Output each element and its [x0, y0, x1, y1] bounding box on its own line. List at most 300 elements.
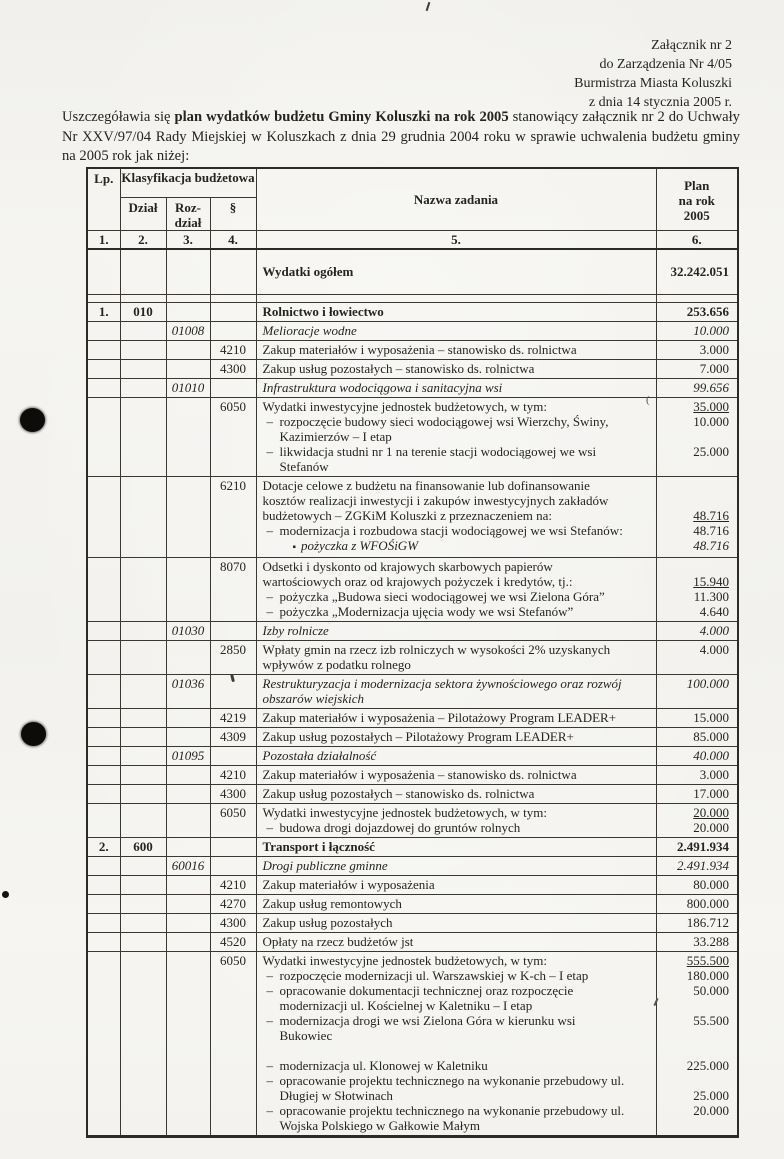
plan-value: 15.940 — [693, 573, 729, 589]
cell-rozdzial — [166, 476, 210, 557]
budget-row — [87, 249, 738, 294]
cell-dzial — [120, 803, 166, 837]
plan-value: 50.000 — [693, 982, 729, 998]
budget-row — [87, 894, 738, 913]
plan-value: 10.000 — [693, 322, 729, 338]
cell-rozdzial — [166, 708, 210, 727]
cell-plan-amount — [656, 951, 738, 1136]
task-line: Wojska Polskiego w Gałkowie Małym — [279, 1117, 480, 1133]
task-line: wpływów z podatku rolnego — [262, 656, 411, 672]
task-line: Zakup usług pozostałych – stanowisko ds. rolnictwa — [262, 360, 535, 376]
header-rozdzial-line: Roz- — [175, 199, 201, 215]
punch-hole — [20, 408, 45, 432]
task-line: – pożyczka „Modernizacja ujęcia wody we wsi Stefanów” — [263, 604, 652, 619]
plan-value: 3.000 — [699, 766, 729, 782]
budget-row — [87, 746, 738, 765]
cell-rozdzial — [166, 727, 210, 746]
cell-plan-amount — [656, 340, 738, 359]
cell-dzial — [120, 784, 166, 803]
cell-task-name — [256, 765, 656, 784]
cell-rozdzial — [166, 894, 210, 913]
plan-value: 11.300 — [693, 588, 729, 604]
letterhead — [574, 36, 732, 112]
header-paragraf: § — [210, 197, 256, 230]
cell-par: 4210 — [210, 340, 256, 359]
cell-task-name — [256, 557, 656, 621]
task-line: Drogi publiczne gminne — [262, 857, 388, 873]
cell-par: 6050 — [210, 397, 256, 476]
cell-lp — [87, 249, 120, 294]
cell-dzial — [120, 321, 166, 340]
plan-value: 3.000 — [699, 341, 729, 357]
cell-dzial — [120, 674, 166, 708]
cell-task-name — [256, 378, 656, 397]
cell-lp — [87, 727, 120, 746]
cell-plan-amount — [656, 640, 738, 674]
cell-dzial — [120, 640, 166, 674]
plan-value: 225.000 — [686, 1057, 729, 1073]
cell-rozdzial — [166, 837, 210, 856]
cell-par: 4300 — [210, 359, 256, 378]
cell-rozdzial — [166, 913, 210, 932]
plan-space — [659, 493, 730, 508]
cell-plan-amount — [656, 746, 738, 765]
budget-row — [87, 621, 738, 640]
cell-task-name — [256, 302, 656, 321]
task-line: – opracowanie dokumentacji technicznej oraz rozpoczęcie — [263, 983, 652, 998]
task-line: – pożyczka „Budowa sieci wodociągowej we wsi Zielona Góra” — [263, 589, 652, 604]
plan-value: 32.242.051 — [670, 263, 729, 279]
cell-task-name — [256, 932, 656, 951]
plan-space — [659, 1028, 730, 1043]
plan-value: 40.000 — [693, 747, 729, 763]
header-plan-line: Plan — [684, 177, 710, 193]
cell-lp — [87, 951, 120, 1136]
cell-lp — [87, 856, 120, 875]
cell-dzial — [120, 856, 166, 875]
task-line: – modernizacja drogi we wsi Zielona Góra w kierunku wsi — [263, 1013, 652, 1028]
cell-par — [210, 302, 256, 321]
header-rozdzial — [166, 197, 210, 230]
cell-task-name — [256, 674, 656, 708]
task-line: Wydatki inwestycyjne jednostek budżetowych, w tym: — [262, 804, 547, 820]
spacer-row — [87, 294, 738, 302]
cell-rozdzial: 01095 — [166, 746, 210, 765]
plan-value: 2.491.934 — [677, 838, 729, 854]
plan-value: 55.500 — [693, 1012, 729, 1028]
task-line: Zakup materiałów i wyposażenia – stanowisko ds. rolnictwa — [262, 341, 577, 357]
cell-lp — [87, 803, 120, 837]
cell-plan-amount — [656, 321, 738, 340]
plan-value: 4.000 — [699, 622, 729, 638]
cell-par: 4210 — [210, 765, 256, 784]
cell-plan-amount — [656, 803, 738, 837]
col-num: 2. — [120, 230, 166, 249]
header-plan-line: na rok — [678, 192, 715, 208]
task-line: Zakup usług remontowych — [262, 895, 402, 911]
task-line: kosztów realizacji inwestycji i zakupów inwestycyjnych zakładów — [262, 492, 609, 508]
cell-task-name — [256, 476, 656, 557]
cell-rozdzial — [166, 302, 210, 321]
task-line: Opłaty na rzecz budżetów jst — [262, 933, 414, 949]
plan-value: 35.000 — [693, 398, 729, 414]
cell-lp — [87, 875, 120, 894]
cell-task-name — [256, 951, 656, 1136]
plan-value: 180.000 — [686, 967, 729, 983]
plan-space — [659, 691, 730, 706]
cell-plan-amount — [656, 378, 738, 397]
cell-plan-amount — [656, 837, 738, 856]
task-line: Rolnictwo i łowiectwo — [262, 303, 384, 319]
cell-plan-amount — [656, 894, 738, 913]
cell-plan-amount — [656, 875, 738, 894]
cell-par: 2850 — [210, 640, 256, 674]
cell-lp — [87, 340, 120, 359]
cell-dzial — [120, 378, 166, 397]
cell-dzial — [120, 557, 166, 621]
plan-space — [659, 478, 730, 493]
task-line: – rozpoczęcie budowy sieci wodociągowej wsi Wierzchy, Świny, — [263, 414, 652, 429]
cell-plan-amount — [656, 294, 738, 302]
cell-par: 4300 — [210, 784, 256, 803]
cell-lp: 2. — [87, 837, 120, 856]
cell-dzial — [120, 951, 166, 1136]
budget-row — [87, 727, 738, 746]
task-line: – rozpoczęcie modernizacji ul. Warszawskiej w K-ch – I etap — [263, 968, 652, 983]
plan-space — [659, 429, 730, 444]
cell-rozdzial — [166, 803, 210, 837]
budget-row — [87, 708, 738, 727]
task-line: Wydatki inwestycyjne jednostek budżetowych, w tym: — [262, 952, 547, 968]
cell-dzial — [120, 397, 166, 476]
plan-value: 253.656 — [686, 303, 729, 319]
cell-rozdzial — [166, 875, 210, 894]
task-line: Wpłaty gmin na rzecz izb rolniczych w wysokości 2% uzyskanych — [262, 641, 611, 657]
budget-row — [87, 856, 738, 875]
plan-value: 20.000 — [693, 1102, 729, 1118]
cell-rozdzial: 01036 — [166, 674, 210, 708]
intro-bold: plan wydatków budżetu Gminy Koluszki na rok 2005 — [174, 109, 509, 125]
task-line: Kazimierzów – I etap — [279, 428, 392, 444]
cell-par: 4300 — [210, 913, 256, 932]
cell-plan-amount — [656, 249, 738, 294]
cell-par: 4520 — [210, 932, 256, 951]
scan-speck — [426, 2, 431, 11]
cell-rozdzial — [166, 557, 210, 621]
cell-lp — [87, 359, 120, 378]
cell-par: 4219 — [210, 708, 256, 727]
task-line: Infrastruktura wodociągowa i sanitacyjna wsi — [262, 379, 503, 395]
cell-par — [210, 249, 256, 294]
task-line: Wydatki inwestycyjne jednostek budżetowych, w tym: — [262, 398, 547, 414]
plan-space — [659, 1043, 730, 1058]
cell-plan-amount — [656, 557, 738, 621]
task-line: wartościowych oraz od krajowych pożyczek i kredytów, tj.: — [262, 573, 573, 589]
task-line: – modernizacja ul. Klonowej w Kaletniku — [263, 1058, 652, 1073]
cell-par — [210, 294, 256, 302]
cell-dzial — [120, 621, 166, 640]
cell-task-name — [256, 397, 656, 476]
task-line: budżetowych – ZGKiM Koluszki z przeznaczeniem na: — [262, 507, 553, 523]
task-line: Zakup materiałów i wyposażenia — [262, 876, 435, 892]
cell-lp — [87, 913, 120, 932]
cell-lp — [87, 784, 120, 803]
cell-plan-amount — [656, 708, 738, 727]
cell-dzial — [120, 875, 166, 894]
task-line: Odsetki i dyskonto od krajowych skarbowych papierów — [262, 558, 553, 574]
cell-rozdzial: 01008 — [166, 321, 210, 340]
budget-row — [87, 837, 738, 856]
budget-row — [87, 803, 738, 837]
cell-dzial — [120, 913, 166, 932]
cell-task-name — [256, 340, 656, 359]
plan-space — [659, 657, 730, 672]
plan-value: 17.000 — [693, 785, 729, 801]
cell-rozdzial — [166, 765, 210, 784]
plan-value: 25.000 — [693, 1087, 729, 1103]
plan-space — [659, 1073, 730, 1088]
cell-lp — [87, 621, 120, 640]
cell-plan-amount — [656, 784, 738, 803]
cell-dzial — [120, 932, 166, 951]
cell-dzial — [120, 708, 166, 727]
cell-lp — [87, 476, 120, 557]
plan-value: 48.716 — [693, 522, 729, 538]
cell-par: 6050 — [210, 951, 256, 1136]
task-line: Bukowiec — [279, 1027, 333, 1043]
cell-lp — [87, 894, 120, 913]
plan-value: 25.000 — [693, 443, 729, 459]
cell-task-name — [256, 727, 656, 746]
task-line: Zakup materiałów i wyposażenia – Pilotażowy Program LEADER+ — [262, 709, 617, 725]
cell-dzial — [120, 746, 166, 765]
cell-lp — [87, 708, 120, 727]
plan-value: 80.000 — [693, 876, 729, 892]
col-num: 3. — [166, 230, 210, 249]
cell-task-name — [256, 784, 656, 803]
header-row-1 — [87, 168, 738, 197]
cell-task-name — [256, 875, 656, 894]
cell-dzial: 600 — [120, 837, 166, 856]
table-header — [87, 168, 738, 249]
plan-value: 100.000 — [686, 675, 729, 691]
cell-dzial: 010 — [120, 302, 166, 321]
task-line: – likwidacja studni nr 1 na terenie stacji wodociągowej we wsi — [263, 444, 652, 459]
cell-dzial — [120, 249, 166, 294]
plan-value: 7.000 — [699, 360, 729, 376]
cell-rozdzial — [166, 359, 210, 378]
cell-par — [210, 856, 256, 875]
cell-dzial — [120, 294, 166, 302]
task-line: obszarów wiejskich — [262, 690, 364, 706]
col-num: 5. — [256, 230, 656, 249]
plan-value: 20.000 — [693, 819, 729, 835]
budget-row — [87, 640, 738, 674]
cell-task-name — [256, 837, 656, 856]
intro-post: stanowiący załącznik nr 2 do Uchwały Nr XXV/97/04 Rady Miejskiej w Koluszkach z dnia 29 grudnia 2004 roku w sprawie uchwalenia budżetu gminy na 2005 rok jak niżej: — [62, 109, 740, 164]
cell-task-name — [256, 294, 656, 302]
cell-task-name — [256, 640, 656, 674]
plan-value: 186.712 — [686, 914, 729, 930]
task-line: Zakup usług pozostałych — [262, 914, 393, 930]
cell-dzial — [120, 359, 166, 378]
task-line: – budowa drogi dojazdowej do gruntów rolnych — [263, 820, 652, 835]
budget-row — [87, 397, 738, 476]
cell-rozdzial — [166, 784, 210, 803]
cell-dzial — [120, 476, 166, 557]
task-line: Zakup usług pozostałych – stanowisko ds. rolnictwa — [262, 785, 535, 801]
blank-line — [263, 1043, 652, 1058]
cell-par: 8070 — [210, 557, 256, 621]
cell-plan-amount — [656, 397, 738, 476]
cell-rozdzial — [166, 951, 210, 1136]
plan-space — [659, 459, 730, 474]
budget-row — [87, 359, 738, 378]
plan-value: 85.000 — [693, 728, 729, 744]
plan-value: 2.491.934 — [677, 857, 729, 873]
plan-value: 4.000 — [699, 641, 729, 657]
cell-task-name — [256, 746, 656, 765]
header-rozdzial-line: dział — [174, 214, 202, 230]
scan-speck: ( — [646, 394, 650, 406]
task-line: Pozostała działalność — [262, 747, 377, 763]
plan-value: 4.640 — [699, 603, 729, 619]
plan-space — [659, 1118, 730, 1133]
cell-lp — [87, 674, 120, 708]
header-nazwa-zadania: Nazwa zadania — [256, 168, 656, 230]
header-klasyfikacja: Klasyfikacja budżetowa — [120, 168, 256, 197]
plan-value: 33.288 — [693, 933, 729, 949]
cell-rozdzial: 01010 — [166, 378, 210, 397]
plan-space — [659, 559, 730, 574]
budget-row — [87, 476, 738, 557]
cell-lp — [87, 378, 120, 397]
budget-row — [87, 340, 738, 359]
budget-row — [87, 875, 738, 894]
budget-row — [87, 951, 738, 1136]
cell-plan-amount — [656, 674, 738, 708]
header-column-numbers — [87, 230, 738, 249]
plan-value: 99.656 — [693, 379, 729, 395]
letterhead-line: do Zarządzenia Nr 4/05 — [599, 57, 732, 72]
cell-par — [210, 621, 256, 640]
punch-hole — [21, 722, 46, 746]
task-line: – modernizacja i rozbudowa stacji wodociągowej we wsi Stefanów: — [263, 523, 652, 538]
cell-rozdzial: 60016 — [166, 856, 210, 875]
plan-value: 48.716 — [693, 507, 729, 523]
cell-dzial — [120, 727, 166, 746]
cell-task-name — [256, 708, 656, 727]
budget-row — [87, 321, 738, 340]
cell-task-name — [256, 894, 656, 913]
cell-rozdzial — [166, 640, 210, 674]
cell-task-name — [256, 913, 656, 932]
letterhead-line: Burmistrza Miasta Koluszki — [574, 76, 732, 91]
cell-lp — [87, 640, 120, 674]
task-line: Restrukturyzacja i modernizacja sektora żywnościowego oraz rozwój — [262, 675, 622, 691]
cell-plan-amount — [656, 856, 738, 875]
task-line: – opracowanie projektu technicznego na wykonanie przebudowy ul. — [263, 1073, 652, 1088]
cell-lp — [87, 294, 120, 302]
task-line: modernizacji ul. Kościelnej w Kaletniku – I etap — [279, 997, 533, 1013]
budget-row — [87, 302, 738, 321]
cell-par — [210, 378, 256, 397]
budget-row — [87, 378, 738, 397]
task-line: Transport i łączność — [262, 838, 375, 854]
plan-space — [659, 998, 730, 1013]
cell-rozdzial: 01030 — [166, 621, 210, 640]
cell-par — [210, 746, 256, 765]
header-lp: Lp. — [87, 168, 120, 230]
cell-par: 4210 — [210, 875, 256, 894]
cell-lp — [87, 746, 120, 765]
intro-pre: Uszczegóławia się — [62, 109, 175, 125]
col-num: 4. — [210, 230, 256, 249]
task-line: ▪ pożyczka z WFOŚiGW — [263, 538, 652, 555]
plan-value: 10.000 — [693, 413, 729, 429]
header-plan-line: 2005 — [683, 207, 710, 223]
task-line: Zakup materiałów i wyposażenia – stanowisko ds. rolnictwa — [262, 766, 577, 782]
cell-task-name — [256, 803, 656, 837]
plan-value: 48.716 — [693, 537, 729, 553]
task-line: – opracowanie projektu technicznego na wykonanie przebudowy ul. — [263, 1103, 652, 1118]
cell-plan-amount — [656, 476, 738, 557]
task-line: Zakup usług pozostałych – Pilotażowy Program LEADER+ — [262, 728, 574, 744]
cell-lp: 1. — [87, 302, 120, 321]
budget-row — [87, 557, 738, 621]
cell-rozdzial — [166, 932, 210, 951]
cell-par: 6210 — [210, 476, 256, 557]
budget-row — [87, 784, 738, 803]
cell-plan-amount — [656, 932, 738, 951]
cell-par — [210, 837, 256, 856]
cell-task-name — [256, 621, 656, 640]
budget-table — [86, 167, 739, 1138]
cell-lp — [87, 397, 120, 476]
col-num: 1. — [87, 230, 120, 249]
cell-dzial — [120, 340, 166, 359]
col-num: 6. — [656, 230, 738, 249]
plan-value: 15.000 — [693, 709, 729, 725]
plan-value: 555.500 — [686, 952, 729, 968]
cell-task-name — [256, 359, 656, 378]
cell-plan-amount — [656, 765, 738, 784]
letterhead-line: Załącznik nr 2 — [651, 38, 732, 53]
intro-paragraph — [62, 108, 740, 167]
cell-lp — [87, 932, 120, 951]
budget-table-body — [87, 249, 738, 1136]
cell-dzial — [120, 894, 166, 913]
task-line: Długiej w Słotwinach — [279, 1087, 393, 1103]
header-plan — [656, 168, 738, 230]
cell-lp — [87, 321, 120, 340]
budget-row — [87, 674, 738, 708]
cell-par — [210, 321, 256, 340]
cell-task-name — [256, 856, 656, 875]
cell-plan-amount — [656, 621, 738, 640]
cell-task-name — [256, 249, 656, 294]
budget-row — [87, 932, 738, 951]
cell-rozdzial — [166, 397, 210, 476]
task-line: Wydatki ogółem — [262, 263, 354, 279]
task-line: Stefanów — [279, 458, 329, 474]
cell-dzial — [120, 765, 166, 784]
cell-plan-amount — [656, 302, 738, 321]
cell-rozdzial — [166, 340, 210, 359]
cell-lp — [87, 765, 120, 784]
cell-plan-amount — [656, 913, 738, 932]
cell-lp — [87, 557, 120, 621]
